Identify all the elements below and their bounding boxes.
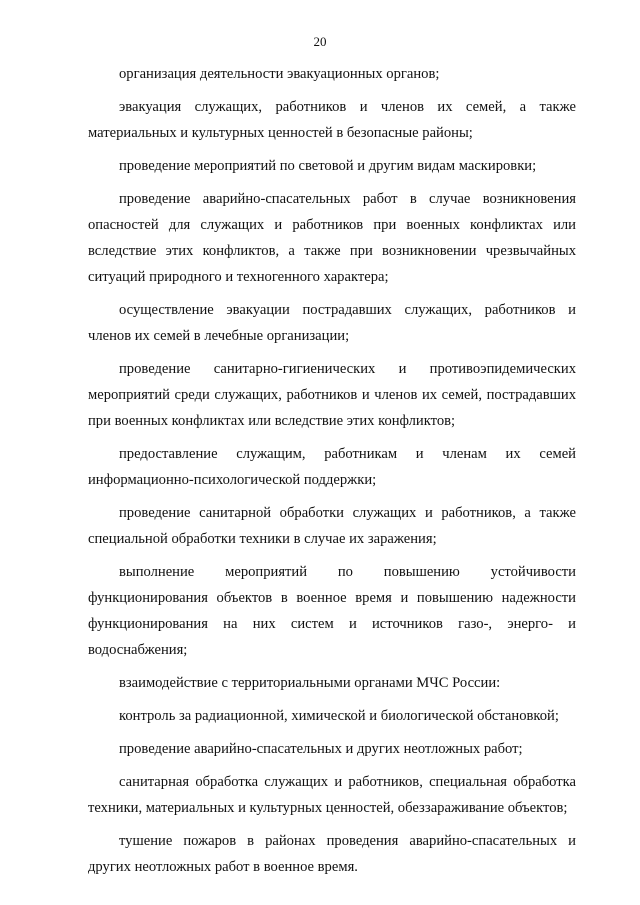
paragraph: взаимодействие с территориальными органами МЧС России: <box>119 675 501 691</box>
paragraph: проведение аварийно-спасательных работ в случае возникновения опасностей для служащих и работников при военных конфликтах или вследствие этих конфликтов, а также при возникновении чрезвычайных ситуаций природного и техногенного характера; <box>88 191 576 285</box>
paragraph: проведение мероприятий по световой и другим видам маскировки; <box>119 158 537 174</box>
paragraph: тушение пожаров в районах проведения аварийно-спасательных и других неотложных работ в военное время. <box>88 833 576 875</box>
paragraph: эвакуация служащих, работников и членов их семей, а также материальных и культурных ценностей в безопасные районы; <box>88 99 576 141</box>
paragraph: проведение санитарно-гигиенических и противоэпидемических мероприятий среди служащих, работников и членов их семей, пострадавших при военных конфликтах или вследствие этих конфликтов; <box>88 361 576 429</box>
paragraph: предоставление служащим, работникам и членам их семей информационно-психологической поддержки; <box>88 446 576 488</box>
body-text <box>88 61 576 887</box>
paragraph: проведение санитарной обработки служащих и работников, а также специальной обработки техники в случае их заражения; <box>88 505 576 547</box>
paragraph: контроль за радиационной, химической и биологической обстановкой; <box>119 708 559 724</box>
paragraph: проведение аварийно-спасательных и других неотложных работ; <box>119 741 523 757</box>
page-number: 20 <box>313 34 327 49</box>
paragraph: осуществление эвакуации пострадавших служащих, работников и членов их семей в лечебные организации; <box>88 302 576 344</box>
paragraph: санитарная обработка служащих и работников, специальная обработка техники, материальных и культурных ценностей, обеззараживание объектов; <box>88 774 576 816</box>
paragraph: выполнение мероприятий по повышению устойчивости функционирования объектов в военное время и повышению надежности функционирования на них систем и источников газо-, энерго- и водоснабжения; <box>88 564 576 658</box>
paragraph: организация деятельности эвакуационных органов; <box>119 66 440 82</box>
